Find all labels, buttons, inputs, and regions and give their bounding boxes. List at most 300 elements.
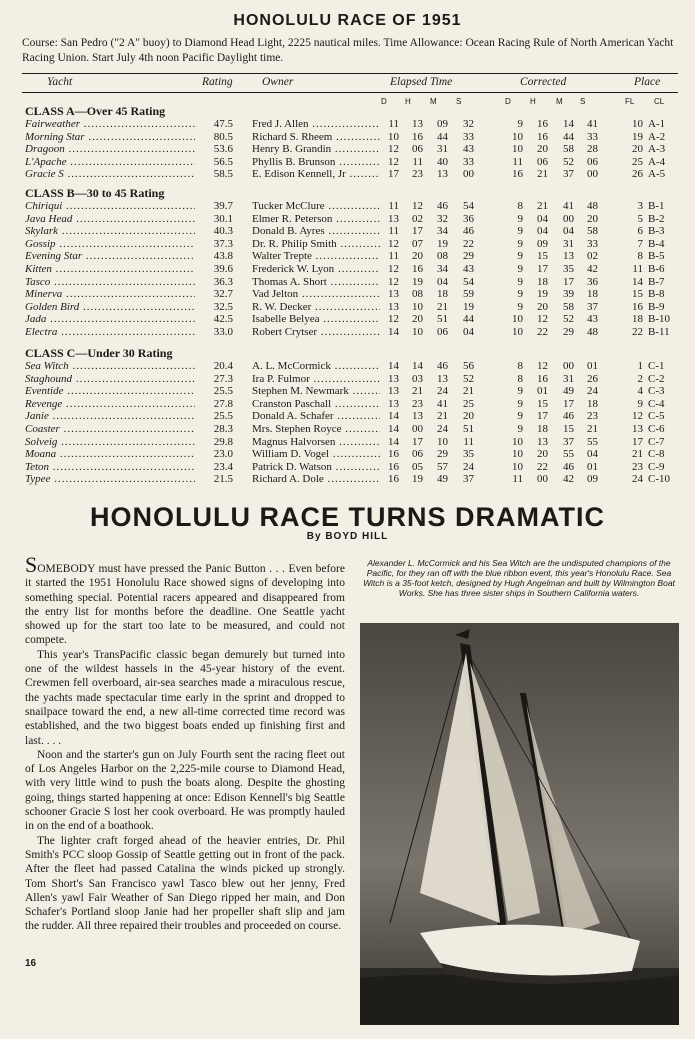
cell-ed: 13: [388, 288, 399, 301]
cell-ch: 17: [537, 410, 548, 423]
cell-eh: 16: [412, 130, 423, 143]
cell-fl: 6: [637, 225, 643, 238]
cell-fl: 7: [637, 237, 643, 250]
col-place: Place: [634, 76, 661, 88]
cell-eh: 10: [412, 326, 423, 338]
cell-eh: 06: [412, 448, 423, 461]
cell-cm: 55: [563, 448, 574, 461]
cell-rating: 25.5: [213, 410, 233, 423]
cell-em: 29: [437, 448, 448, 461]
cell-yacht: Revenge .....: [25, 398, 195, 410]
cell-rating: 53.6: [213, 143, 233, 156]
table-row: [25, 398, 680, 410]
cell-cl: B-6: [648, 263, 665, 275]
cell-owner: Magnus Halvorsen .....: [252, 436, 380, 448]
col-yacht: Yacht: [47, 76, 73, 88]
cell-cd: 8: [517, 372, 523, 385]
cell-cs: 24: [587, 385, 598, 398]
cell-ed: 14: [388, 423, 399, 435]
cell-cs: 23: [587, 410, 598, 423]
col-owner: Owner: [262, 76, 294, 88]
cell-eh: 19: [412, 275, 423, 288]
cell-cm: 39: [563, 288, 574, 301]
cell-es: 19: [463, 300, 474, 313]
cell-em: 18: [437, 288, 448, 301]
cell-es: 36: [463, 212, 474, 225]
cell-es: 22: [463, 237, 474, 250]
cell-yacht: Chiriqui .....: [25, 200, 195, 212]
cell-rating: 39.6: [213, 263, 233, 275]
cell-es: 29: [463, 250, 474, 263]
cell-yacht: Coaster .....: [25, 423, 195, 435]
cell-es: 25: [463, 397, 474, 410]
cell-em: 46: [437, 200, 448, 212]
cell-cm: 44: [563, 130, 574, 143]
table-row: [25, 410, 680, 422]
cell-fl: 18: [632, 313, 643, 326]
cell-cm: 14: [563, 118, 574, 130]
cell-rating: 32.5: [213, 300, 233, 313]
cell-eh: 13: [412, 410, 423, 423]
cell-cd: 10: [512, 448, 523, 461]
cell-cs: 37: [587, 300, 598, 313]
cell-yacht: Staghound .....: [25, 373, 195, 385]
cell-cs: 55: [587, 435, 598, 448]
cell-yacht: Teton .....: [25, 461, 195, 473]
table-row: [25, 301, 680, 313]
cell-cl: B-1: [648, 200, 665, 212]
col-corrected: Corrected: [520, 76, 567, 88]
cell-cm: 00: [563, 360, 574, 372]
cell-rating: 33.0: [213, 326, 233, 338]
table-row: [25, 200, 680, 212]
paragraph: The lighter craft forged ahead of the heavier entries, Dr. Phil Smith's PCC sloop Gossip of Seattle getting out in front of the pack. After the fleet had passed Catalina the winds picked up strongly. Tom Short's San Francisco yawl Tasco blew out her jenny, Fred Allen's yawl Fair Weather of San Diego ripped her main, and Don Schafer's Portland sloop Janie had her propeller shaft slip and jam the rudder. All three repaired their troubles and proceeded on course.: [25, 834, 345, 933]
cell-cm: 37: [563, 435, 574, 448]
cell-fl: 12: [632, 410, 643, 423]
cell-yacht: Morning Star .....: [25, 131, 195, 143]
cell-fl: 19: [632, 130, 643, 143]
cell-ed: 12: [388, 313, 399, 326]
cell-cs: 09: [587, 473, 598, 486]
cell-em: 19: [437, 237, 448, 250]
cell-em: 46: [437, 360, 448, 372]
cell-ch: 19: [537, 288, 548, 301]
cell-es: 21: [463, 385, 474, 398]
cell-yacht: Eventide .....: [25, 385, 195, 397]
cell-em: 32: [437, 212, 448, 225]
cell-em: 08: [437, 250, 448, 263]
cell-yacht: L'Apache .....: [25, 156, 195, 168]
cell-cd: 9: [517, 275, 523, 288]
cell-em: 10: [437, 435, 448, 448]
cell-em: 09: [437, 118, 448, 130]
cell-cs: 20: [587, 212, 598, 225]
table-row: [25, 385, 680, 397]
cell-eh: 07: [412, 237, 423, 250]
cell-cs: 18: [587, 288, 598, 301]
cell-cm: 17: [563, 397, 574, 410]
cell-cm: 46: [563, 460, 574, 473]
cell-yacht: Solveig .....: [25, 436, 195, 448]
cell-fl: 24: [632, 473, 643, 486]
cell-fl: 16: [632, 300, 643, 313]
cell-ch: 22: [537, 326, 548, 338]
cell-ch: 18: [537, 275, 548, 288]
cell-cl: B-5: [648, 250, 665, 263]
sub-h: H: [405, 97, 411, 106]
table-row: [25, 250, 680, 262]
cell-em: 51: [437, 313, 448, 326]
cell-em: 13: [437, 372, 448, 385]
cell-cd: 11: [512, 155, 523, 168]
table-row: [25, 238, 680, 250]
class-title: CLASS C—Under 30 Rating: [25, 346, 173, 360]
cell-cl: B-9: [648, 300, 665, 313]
cell-em: 24: [437, 385, 448, 398]
cell-cs: 33: [587, 130, 598, 143]
cell-ed: 10: [388, 130, 399, 143]
table-row: [25, 225, 680, 237]
cell-cd: 9: [517, 288, 523, 301]
cell-cl: C-2: [648, 372, 665, 385]
cell-ed: 13: [388, 385, 399, 398]
cell-ch: 16: [537, 118, 548, 130]
cell-eh: 11: [412, 155, 423, 168]
cell-cm: 35: [563, 263, 574, 275]
cell-ch: 00: [537, 473, 548, 486]
cell-es: 52: [463, 372, 474, 385]
cell-rating: 23.0: [213, 448, 233, 461]
cell-ch: 22: [537, 460, 548, 473]
cell-cd: 9: [517, 118, 523, 130]
cell-cd: 9: [517, 385, 523, 398]
cell-owner: Ira P. Fulmor .....: [252, 373, 380, 385]
cell-cd: 10: [512, 435, 523, 448]
cell-ch: 12: [537, 360, 548, 372]
cell-es: 44: [463, 313, 474, 326]
cell-owner: A. L. McCormick .....: [252, 360, 380, 372]
cell-rating: 20.4: [213, 360, 233, 372]
cell-yacht: Evening Star .....: [25, 250, 195, 262]
sub-fl: FL: [625, 97, 635, 106]
cell-yacht: Sea Witch .....: [25, 360, 195, 372]
cell-yacht: Kitten .....: [25, 263, 195, 275]
cell-owner: Frederick W. Lyon .....: [252, 263, 380, 275]
cell-fl: 21: [632, 448, 643, 461]
cell-cm: 52: [563, 155, 574, 168]
cell-em: 40: [437, 155, 448, 168]
cell-ch: 20: [537, 143, 548, 156]
cell-eh: 21: [412, 385, 423, 398]
cell-ch: 16: [537, 130, 548, 143]
cell-cs: 48: [587, 326, 598, 338]
cell-yacht: Jada .....: [25, 313, 195, 325]
cell-owner: Cranston Paschall .....: [252, 398, 380, 410]
cell-em: 57: [437, 460, 448, 473]
cell-ch: 17: [537, 263, 548, 275]
cell-ed: 11: [388, 250, 399, 263]
cell-ed: 17: [388, 168, 399, 181]
cell-cd: 10: [512, 130, 523, 143]
table-row: [25, 118, 680, 130]
cell-ch: 13: [537, 435, 548, 448]
cell-owner: Vad Jelton .....: [252, 288, 380, 300]
cell-es: 54: [463, 275, 474, 288]
cell-cl: A-3: [648, 143, 666, 156]
cell-ed: 16: [388, 448, 399, 461]
cell-rating: 40.3: [213, 225, 233, 238]
cell-yacht: Golden Bird .....: [25, 301, 195, 313]
cell-yacht: Dragoon .....: [25, 143, 195, 155]
cell-es: 43: [463, 143, 474, 156]
cell-cl: A-5: [648, 168, 666, 181]
cell-cl: B-4: [648, 237, 665, 250]
cell-ed: 13: [388, 212, 399, 225]
article-body: [25, 552, 345, 934]
cell-cl: A-2: [648, 130, 666, 143]
cell-yacht: Electra .....: [25, 326, 195, 338]
cell-rating: 43.8: [213, 250, 233, 263]
table-row: [25, 326, 680, 338]
cell-cs: 36: [587, 275, 598, 288]
course-description: Course: San Pedro ("2 A" buoy) to Diamond Head Light, 2225 nautical miles. Time Allowance: Ocean Racing Rule of North American Yacht Racing Union. Start July 4th noon Pacific Daylight time.: [22, 37, 674, 64]
cell-em: 21: [437, 410, 448, 423]
cell-cd: 8: [517, 200, 523, 212]
sub-d2: D: [505, 97, 511, 106]
cell-es: 00: [463, 168, 474, 181]
cell-fl: 14: [632, 275, 643, 288]
cell-cs: 21: [587, 423, 598, 435]
paragraph: SOMEBODY must have pressed the Panic Button . . . Even before it started the 1951 Honolulu Race showed signs of developing into something special. Potential racers appeared and disappeared from the entry list for months before the deadline. One Seattle yacht showed up for the start too late to be measured, and could not compete.: [25, 552, 345, 647]
cell-rating: 30.1: [213, 212, 233, 225]
cell-rating: 21.5: [213, 473, 233, 486]
cell-fl: 4: [637, 385, 643, 398]
cell-cl: B-2: [648, 212, 665, 225]
cell-cl: C-9: [648, 460, 665, 473]
cell-fl: 8: [637, 250, 643, 263]
cell-ch: 16: [537, 372, 548, 385]
cell-eh: 10: [412, 300, 423, 313]
cell-cs: 02: [587, 250, 598, 263]
cell-eh: 16: [412, 263, 423, 275]
table-row: [25, 473, 680, 485]
cell-cd: 9: [517, 300, 523, 313]
cell-ch: 12: [537, 313, 548, 326]
cell-cd: 9: [517, 212, 523, 225]
cell-rating: 27.8: [213, 397, 233, 410]
cell-es: 24: [463, 460, 474, 473]
cell-ed: 16: [388, 473, 399, 486]
table-title: HONOLULU RACE OF 1951: [233, 12, 462, 29]
cell-fl: 20: [632, 143, 643, 156]
cell-rating: 32.7: [213, 288, 233, 301]
cell-owner: Fred J. Allen .....: [252, 118, 380, 130]
cell-cs: 43: [587, 313, 598, 326]
cell-cm: 00: [563, 212, 574, 225]
cell-cm: 04: [563, 225, 574, 238]
cell-ed: 11: [388, 118, 399, 130]
cell-ed: 14: [388, 360, 399, 372]
cell-yacht: Minerva .....: [25, 288, 195, 300]
cell-cm: 15: [563, 423, 574, 435]
cell-cs: 42: [587, 263, 598, 275]
cell-em: 21: [437, 300, 448, 313]
table-row: [25, 263, 680, 275]
sub-h2: H: [530, 97, 536, 106]
cell-es: 35: [463, 448, 474, 461]
cell-cd: 8: [517, 360, 523, 372]
cell-cm: 37: [563, 168, 574, 181]
cell-owner: Henry B. Grandin .....: [252, 143, 380, 155]
cell-em: 13: [437, 168, 448, 181]
cell-fl: 23: [632, 460, 643, 473]
cell-ed: 14: [388, 326, 399, 338]
cell-yacht: Skylark .....: [25, 225, 195, 237]
cell-cs: 28: [587, 143, 598, 156]
cell-fl: 5: [637, 212, 643, 225]
cell-ed: 12: [388, 275, 399, 288]
cell-cs: 01: [587, 460, 598, 473]
sub-m: M: [430, 97, 437, 106]
cell-yacht: Fairweather .....: [25, 118, 195, 130]
cell-em: 31: [437, 143, 448, 156]
cell-em: 06: [437, 326, 448, 338]
cell-eh: 17: [412, 225, 423, 238]
cell-owner: Phyllis B. Brunson .....: [252, 156, 380, 168]
cell-ed: 16: [388, 460, 399, 473]
cell-ch: 18: [537, 423, 548, 435]
cell-cl: B-11: [648, 326, 670, 338]
cell-es: 33: [463, 130, 474, 143]
table-row: [25, 288, 680, 300]
table-row: [25, 373, 680, 385]
cell-yacht: Gracie S .....: [25, 168, 195, 180]
cell-cs: 01: [587, 360, 598, 372]
cell-owner: Tucker McClure .....: [252, 200, 380, 212]
cell-cl: C-6: [648, 423, 665, 435]
cell-ed: 11: [388, 200, 399, 212]
col-rating: Rating: [202, 76, 233, 88]
cell-cm: 49: [563, 385, 574, 398]
cell-eh: 08: [412, 288, 423, 301]
cell-rating: 58.5: [213, 168, 233, 181]
cell-cl: C-5: [648, 410, 665, 423]
cell-em: 49: [437, 473, 448, 486]
cell-eh: 14: [412, 360, 423, 372]
cell-cd: 10: [512, 460, 523, 473]
article-byline: By BOYD HILL: [306, 531, 389, 542]
cell-cs: 04: [587, 448, 598, 461]
cell-owner: Walter Trepte .....: [252, 250, 380, 262]
cell-cl: B-7: [648, 275, 665, 288]
table-header: [22, 73, 678, 93]
cell-es: 56: [463, 360, 474, 372]
cell-eh: 20: [412, 250, 423, 263]
cell-cd: 10: [512, 143, 523, 156]
table-row: [25, 213, 680, 225]
cell-cl: C-7: [648, 435, 665, 448]
cell-rating: 42.5: [213, 313, 233, 326]
cell-cd: 16: [512, 168, 523, 181]
cell-owner: Elmer R. Peterson .....: [252, 213, 380, 225]
cell-eh: 12: [412, 200, 423, 212]
paragraph: This year's TransPacific classic began demurely but turned into one of the wildest hassels in the 45-year history of the event. Crewmen fell overboard, air-sea searches made a miraculous rescue, the yachts made spectacular time early in the sprint and dropped to snailpace toward the end, a new all-time corrected time record was established, and the two biggest boats ended up finishing first and last. . . .: [25, 648, 345, 747]
cell-cm: 58: [563, 143, 574, 156]
cell-cd: 9: [517, 410, 523, 423]
page-number: 16: [25, 958, 37, 969]
cell-owner: Robert Crytser .....: [252, 326, 380, 338]
cell-rating: 25.5: [213, 385, 233, 398]
cell-cl: B-8: [648, 288, 665, 301]
cell-ed: 14: [388, 410, 399, 423]
cell-ch: 01: [537, 385, 548, 398]
cell-ed: 14: [388, 435, 399, 448]
table-row: [25, 313, 680, 325]
cell-cl: B-3: [648, 225, 665, 238]
sub-s: S: [456, 97, 462, 106]
cell-owner: Dr. R. Philip Smith .....: [252, 238, 380, 250]
cell-es: 32: [463, 118, 474, 130]
cell-cd: 9: [517, 397, 523, 410]
cell-yacht: Moana .....: [25, 448, 195, 460]
cell-cd: 10: [512, 326, 523, 338]
cell-cd: 9: [517, 423, 523, 435]
cell-ch: 21: [537, 168, 548, 181]
cell-es: 04: [463, 326, 474, 338]
cell-rating: 29.8: [213, 435, 233, 448]
cell-es: 51: [463, 423, 474, 435]
cell-yacht: Tasco .....: [25, 276, 195, 288]
sub-s2: S: [580, 97, 586, 106]
cell-eh: 00: [412, 423, 423, 435]
cell-ch: 09: [537, 237, 548, 250]
cell-eh: 06: [412, 143, 423, 156]
cell-ed: 13: [388, 300, 399, 313]
table-row: [25, 168, 680, 180]
cell-fl: 2: [637, 372, 643, 385]
cell-cs: 58: [587, 225, 598, 238]
table-row: [25, 143, 680, 155]
cell-em: 34: [437, 263, 448, 275]
cell-cm: 31: [563, 372, 574, 385]
cell-ed: 11: [388, 225, 399, 238]
cell-cs: 33: [587, 237, 598, 250]
cell-cm: 41: [563, 200, 574, 212]
cell-ed: 13: [388, 397, 399, 410]
cell-cd: 9: [517, 237, 523, 250]
cell-cm: 13: [563, 250, 574, 263]
cell-owner: Donald B. Ayres .....: [252, 225, 380, 237]
cell-ch: 15: [537, 397, 548, 410]
class-title: CLASS A—Over 45 Rating: [25, 104, 166, 118]
cell-es: 43: [463, 263, 474, 275]
cell-owner: Richard S. Rheem .....: [252, 131, 380, 143]
cell-em: 24: [437, 423, 448, 435]
table-row: [25, 131, 680, 143]
cell-yacht: Gossip .....: [25, 238, 195, 250]
cell-ch: 04: [537, 225, 548, 238]
cell-cl: A-4: [648, 155, 666, 168]
cell-cl: C-1: [648, 360, 665, 372]
cell-eh: 20: [412, 313, 423, 326]
cell-rating: 39.7: [213, 200, 233, 212]
cell-eh: 05: [412, 460, 423, 473]
cell-em: 34: [437, 225, 448, 238]
cell-ch: 04: [537, 212, 548, 225]
cell-ed: 12: [388, 155, 399, 168]
table-row: [25, 436, 680, 448]
col-elapsed: Elapsed Time: [390, 76, 453, 88]
